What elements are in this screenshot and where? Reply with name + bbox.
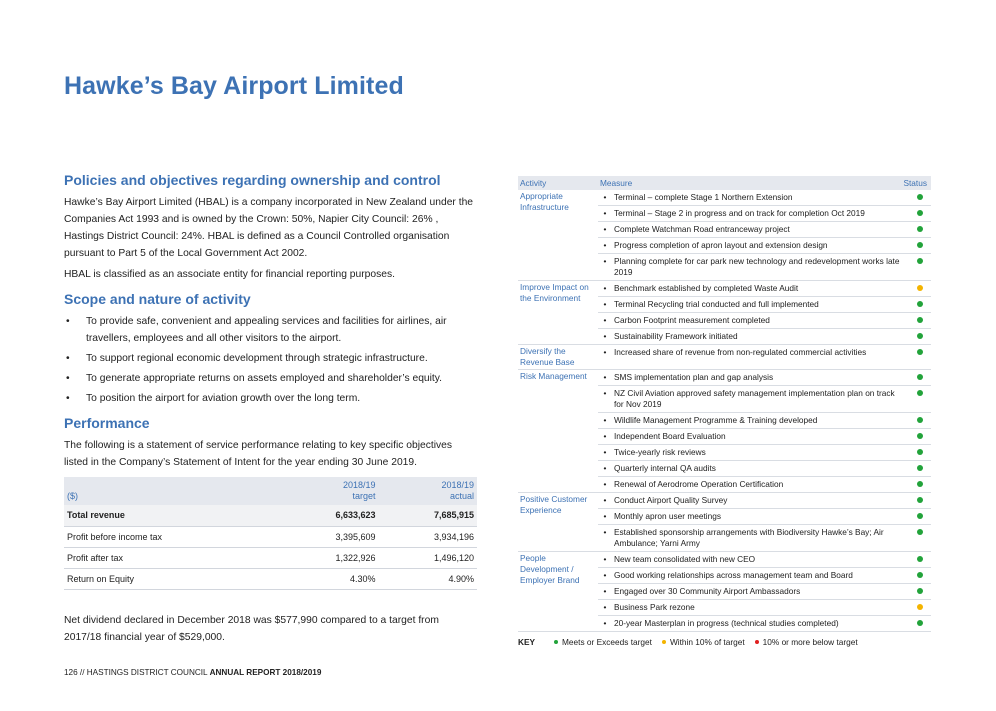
status-green-dot-icon [917,301,923,307]
measure-cell: Monthly apron user meetings [612,509,901,525]
status-green-dot-icon [917,333,923,339]
bullet-icon: • [598,461,612,477]
scope-item-text: To support regional economic development through strategic infrastructure. [86,353,428,364]
measure-cell: Good working relationships across management team and Board [612,568,901,584]
activity-cell: Appropriate Infrastructure [518,190,598,281]
measure-cell: Wildlife Management Programme & Training developed [612,413,901,429]
status-green-dot-icon [917,390,923,396]
bullet-icon: • [598,206,612,222]
status-cell [901,413,931,429]
status-amber-dot-icon [917,604,923,610]
status-green-dot-icon [917,497,923,503]
key-dot-icon [554,640,558,644]
bullet-icon: • [598,584,612,600]
measure-cell: New team consolidated with new CEO [612,552,901,568]
bullet-icon: • [598,493,612,509]
measure-cell: Complete Watchman Road entranceway project [612,222,901,238]
status-header: Status [901,176,931,190]
status-green-dot-icon [917,481,923,487]
status-cell [901,206,931,222]
status-green-dot-icon [917,417,923,423]
status-table-header [518,176,931,190]
scope-item-text: To position the airport for aviation growth over the long term. [86,393,361,404]
measure-cell: Independent Board Evaluation [612,429,901,445]
row-target: 1,322,926 [280,547,378,568]
actual-header-year: 2018/19 [441,480,474,490]
table-row [518,281,931,297]
status-green-dot-icon [917,513,923,519]
status-green-dot-icon [917,620,923,626]
status-green-dot-icon [917,317,923,323]
table-row [518,345,931,370]
bullet-icon: • [598,600,612,616]
row-actual: 1,496,120 [379,547,477,568]
bullet-icon: • [598,509,612,525]
row-actual: 4.90% [379,568,477,589]
status-green-dot-icon [917,194,923,200]
performance-status-table [518,176,931,632]
scope-item [64,370,478,387]
actual-header [379,477,477,505]
status-cell [901,461,931,477]
scope-item [64,350,478,367]
status-cell [901,445,931,461]
status-cell [901,386,931,413]
activity-cell: Diversify the Revenue Base [518,345,598,370]
status-green-dot-icon [917,529,923,535]
measure-header: Measure [598,176,901,190]
bullet-icon: • [598,616,612,632]
bullet-icon: • [598,370,612,386]
status-amber-dot-icon [917,285,923,291]
bullet-icon: • [598,281,612,297]
status-green-dot-icon [917,226,923,232]
policies-paragraph-2: HBAL is classified as an associate entity for financial reporting purposes. [64,269,396,280]
row-target: 6,633,623 [280,505,378,526]
right-column [518,176,931,647]
status-cell [901,281,931,297]
key-dot-icon [755,640,759,644]
bullet-icon: • [66,353,70,364]
key-title: KEY [518,637,536,647]
measure-cell: Renewal of Aerodrome Operation Certification [612,477,901,493]
status-table-body [518,190,931,632]
activity-cell: Risk Management [518,370,598,493]
status-cell [901,222,931,238]
key-label: Meets or Exceeds target [562,637,652,647]
measure-cell: NZ Civil Aviation approved safety management implementation plan on track for Nov 2019 [612,386,901,413]
status-cell [901,345,931,370]
status-green-dot-icon [917,258,923,264]
measure-cell: Progress completion of apron layout and extension design [612,238,901,254]
bullet-icon: • [66,316,70,327]
status-cell [901,297,931,313]
key-item [662,637,745,647]
actual-header-label: actual [449,491,474,501]
status-cell [901,313,931,329]
status-cell [901,552,931,568]
table-row [518,552,931,568]
table-row [64,547,477,568]
left-column [64,172,478,646]
status-key [518,637,931,647]
dividend-note: Net dividend declared in December 2018 was $577,990 compared to a target from 2017/18 financial year of $529,000. [64,614,439,643]
scope-item [64,390,478,407]
status-cell [901,584,931,600]
key-label: Within 10% of target [669,637,745,647]
status-green-dot-icon [917,210,923,216]
bullet-icon: • [598,238,612,254]
scope-item-text: To generate appropriate returns on assets employed and shareholder’s equity. [86,373,443,384]
status-green-dot-icon [917,433,923,439]
key-item [554,637,652,647]
table-row [64,568,477,589]
measure-cell: Conduct Airport Quality Survey [612,493,901,509]
row-target: 4.30% [280,568,378,589]
target-header-year: 2018/19 [342,480,376,490]
status-green-dot-icon [917,572,923,578]
measure-cell: Business Park rezone [612,600,901,616]
status-cell [901,493,931,509]
status-green-dot-icon [917,465,923,471]
row-target: 3,395,609 [280,526,378,547]
row-label: Return on Equity [64,568,280,589]
scope-item-text: To provide safe, convenient and appealing services and facilities for airlines, air travellers, employees and all other visitors to the airport. [86,316,447,344]
row-actual: 3,934,196 [379,526,477,547]
table-row [518,190,931,206]
policies-heading: Policies and objectives regarding ownership and control [64,172,441,188]
bullet-icon: • [598,254,612,281]
status-cell [901,254,931,281]
status-green-dot-icon [917,349,923,355]
bullet-icon: • [66,393,70,404]
scope-item [64,313,478,347]
status-cell [901,477,931,493]
measure-cell: Planning complete for car park new technology and redevelopment works late 2019 [612,254,901,281]
footer-prefix: 126 // HASTINGS DISTRICT COUNCIL [64,668,210,677]
performance-heading: Performance [64,415,150,431]
measure-cell: Increased share of revenue from non-regulated commercial activities [612,345,901,370]
scope-heading: Scope and nature of activity [64,291,251,307]
bullet-icon: • [598,190,612,206]
row-label: Total revenue [64,505,280,526]
activity-cell: People Development / Employer Brand [518,552,598,632]
target-header [280,477,378,505]
status-cell [901,429,931,445]
activity-cell: Positive Customer Experience [518,493,598,552]
measure-cell: 20-year Masterplan in progress (technical studies completed) [612,616,901,632]
status-cell [901,616,931,632]
activity-cell: Improve Impact on the Environment [518,281,598,345]
table-row [64,505,477,526]
measure-cell: Terminal – Stage 2 in progress and on track for completion Oct 2019 [612,206,901,222]
bullet-icon: • [598,329,612,345]
measure-cell: Terminal Recycling trial conducted and full implemented [612,297,901,313]
measure-cell: Terminal – complete Stage 1 Northern Extension [612,190,901,206]
status-cell [901,190,931,206]
status-cell [901,509,931,525]
bullet-icon: • [598,429,612,445]
status-cell [901,525,931,552]
bullet-icon: • [598,386,612,413]
measure-cell: SMS implementation plan and gap analysis [612,370,901,386]
activity-header: Activity [518,176,598,190]
scope-list [64,313,478,407]
status-cell [901,568,931,584]
bullet-icon: • [598,568,612,584]
performance-intro: The following is a statement of service performance relating to key specific objectives listed in the Company’s Statement of Intent for the year ending 30 June 2019. [64,440,453,468]
bullet-icon: • [598,297,612,313]
status-green-dot-icon [917,374,923,380]
status-cell [901,370,931,386]
financial-table-header [64,477,477,505]
unit-header: ($) [64,477,280,505]
status-green-dot-icon [917,449,923,455]
financial-table [64,477,477,590]
status-cell [901,329,931,345]
table-row [64,526,477,547]
bullet-icon: • [598,313,612,329]
measure-cell: Twice-yearly risk reviews [612,445,901,461]
status-green-dot-icon [917,556,923,562]
measure-cell: Engaged over 30 Community Airport Ambassadors [612,584,901,600]
table-row [518,370,931,386]
bullet-icon: • [598,445,612,461]
status-cell [901,238,931,254]
target-header-label: target [352,491,376,501]
status-cell [901,600,931,616]
measure-cell: Quarterly internal QA audits [612,461,901,477]
page-title: Hawke’s Bay Airport Limited [64,72,404,100]
key-item [755,637,858,647]
status-green-dot-icon [917,588,923,594]
key-dot-icon [662,640,666,644]
footer-report-title: ANNUAL REPORT 2018/2019 [209,668,322,677]
policies-paragraph-1: Hawke’s Bay Airport Limited (HBAL) is a company incorporated in New Zealand under the Companies Act 1993 and is owned by the Crown: 50%, Napier City Council: 26% , Hastings District Council: 24%. HBAL is defined as a Council Controlled organisation pursuant to Part 5 of the Local Government Act 2002. [64,197,474,259]
bullet-icon: • [598,477,612,493]
measure-cell: Sustainability Framework initiated [612,329,901,345]
measure-cell: Benchmark established by completed Waste Audit [612,281,901,297]
bullet-icon: • [66,373,70,384]
key-label: 10% or more below target [762,637,858,647]
table-row [518,493,931,509]
bullet-icon: • [598,552,612,568]
measure-cell: Carbon Footprint measurement completed [612,313,901,329]
bullet-icon: • [598,525,612,552]
row-label: Profit after tax [64,547,280,568]
row-actual: 7,685,915 [379,505,477,526]
page-footer [64,668,321,677]
bullet-icon: • [598,345,612,370]
status-green-dot-icon [917,242,923,248]
bullet-icon: • [598,413,612,429]
row-label: Profit before income tax [64,526,280,547]
bullet-icon: • [598,222,612,238]
measure-cell: Established sponsorship arrangements with Biodiversity Hawke’s Bay; Air Ambulance; Yarni Army [612,525,901,552]
